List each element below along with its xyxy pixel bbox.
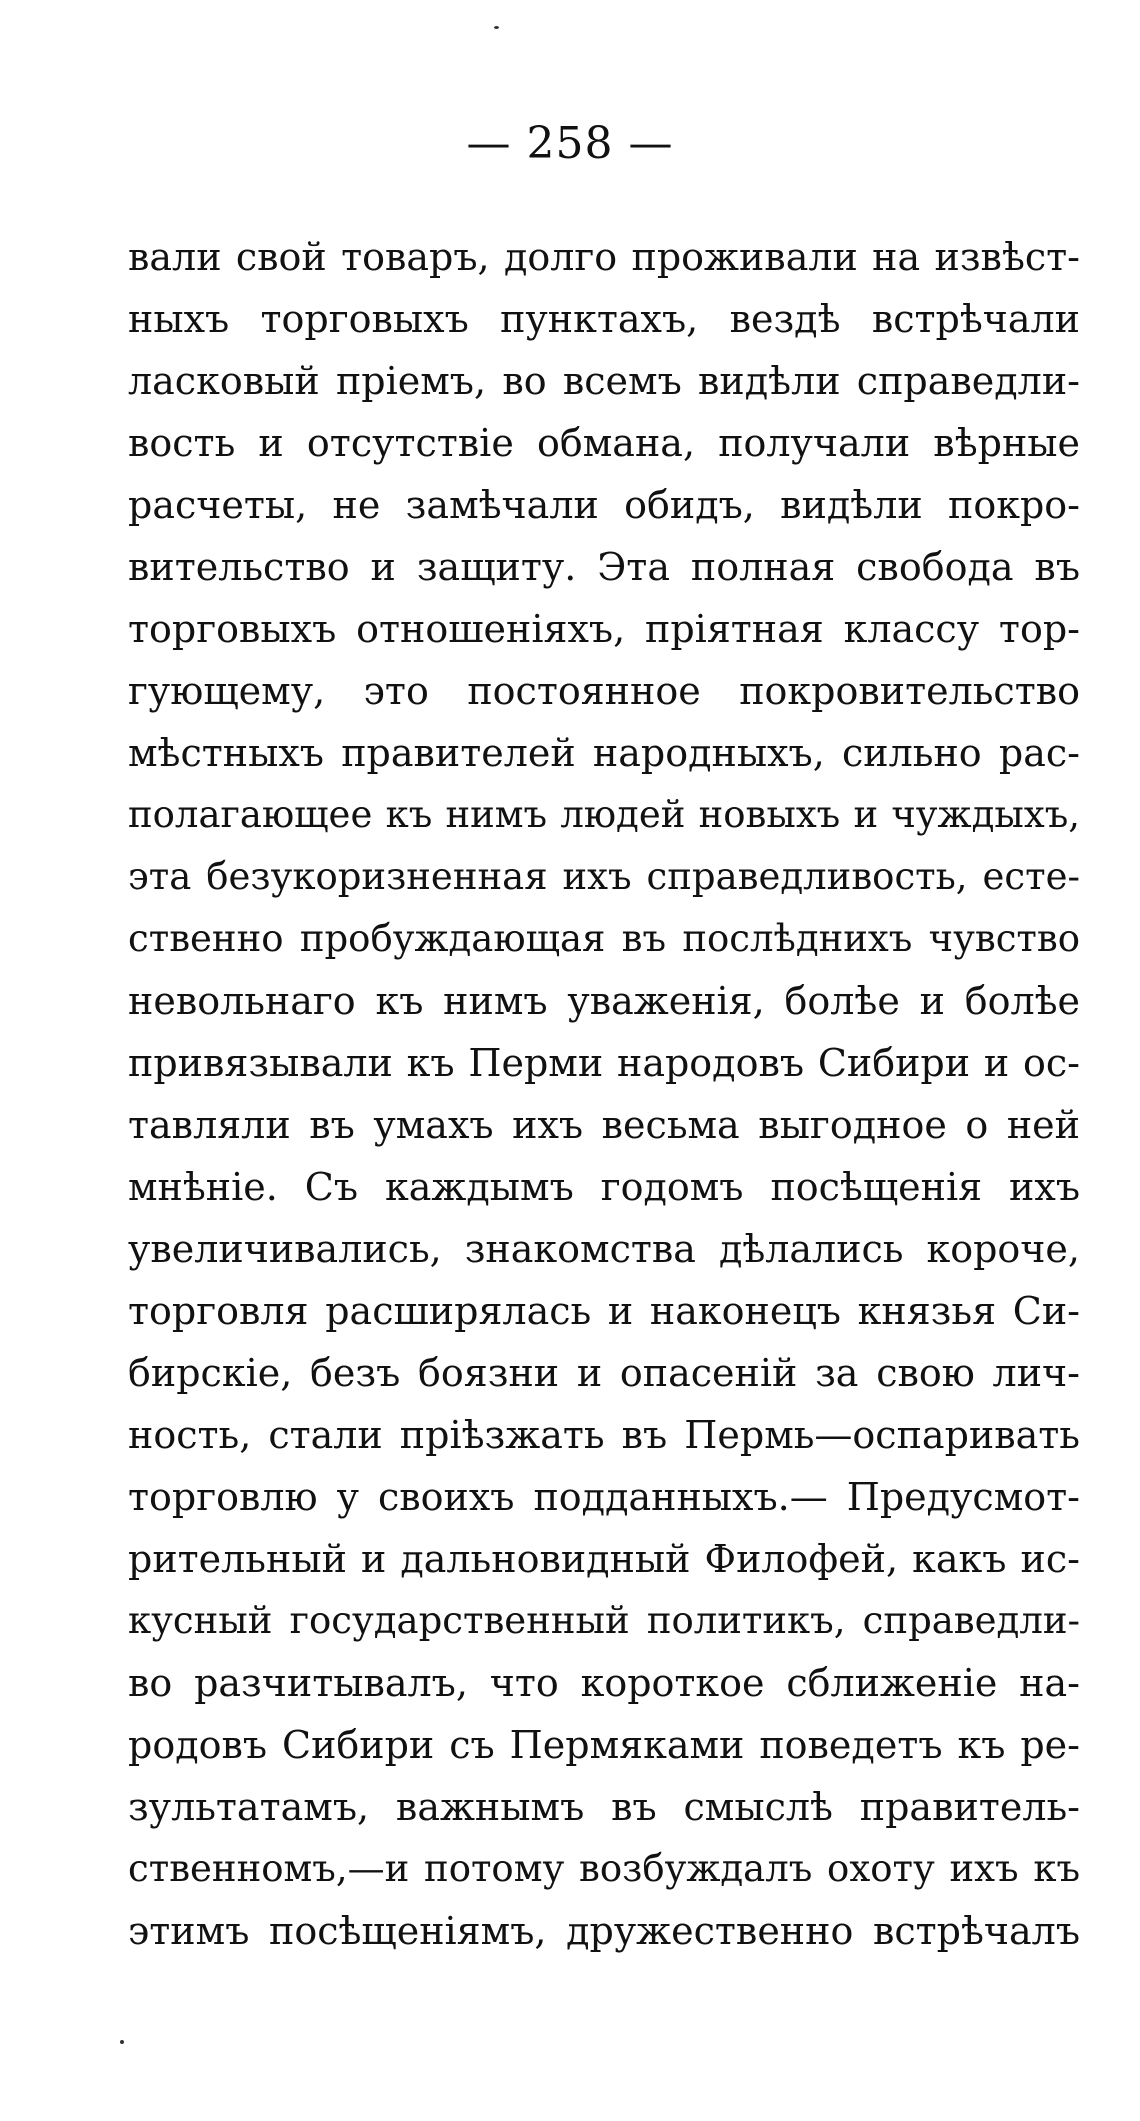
text-line: вительство и защиту. Эта полная свобода въ: [128, 545, 1080, 589]
text-line: вость и отсутствіе обмана, получали вѣрные: [128, 421, 1080, 465]
text-line: вали свой товаръ, долго проживали на извѣст-: [128, 235, 1080, 279]
text-line: привязывали къ Перми народовъ Сибири и ос-: [128, 1041, 1080, 1085]
text-line: полагающее къ нимъ людей новыхъ и чуждыхъ,: [128, 793, 1080, 836]
print-speck-bottom: [120, 2040, 124, 2044]
page-number: — 258 —: [466, 118, 674, 169]
text-line: ность, стали пріѣзжать въ Пермь—оспаривать: [128, 1413, 1080, 1457]
text-line: кусный государственный политикъ, справедли-: [128, 1599, 1080, 1642]
text-line: зультатамъ, важнымъ въ смыслѣ правитель-: [128, 1785, 1080, 1829]
text-line: ласковый пріемъ, во всемъ видѣли справедли-: [128, 359, 1080, 403]
text-line: ственно пробуждающая въ послѣднихъ чувство: [128, 917, 1080, 960]
body-text: [128, 226, 1080, 1962]
text-line: тавляли въ умахъ ихъ весьма выгодное о ней: [128, 1103, 1080, 1147]
text-line: торговля расширялась и наконецъ князья Си-: [128, 1289, 1080, 1333]
text-line: ныхъ торговыхъ пунктахъ, вездѣ встрѣчали: [128, 297, 1080, 341]
text-line: эта безукоризненная ихъ справедливость, есте-: [128, 855, 1080, 898]
text-line: торговлю у своихъ подданныхъ.— Предусмот-: [128, 1475, 1080, 1519]
text-line: гующему, это постоянное покровительство: [128, 669, 1080, 713]
text-line: родовъ Сибири съ Пермяками поведетъ къ ре-: [128, 1723, 1080, 1767]
text-line: этимъ посѣщеніямъ, дружественно встрѣчалъ: [128, 1909, 1080, 1953]
text-line: мѣстныхъ правителей народныхъ, сильно рас-: [128, 731, 1080, 775]
text-line: торговыхъ отношеніяхъ, пріятная классу тор-: [128, 607, 1080, 651]
text-line: мнѣніе. Съ каждымъ годомъ посѣщенія ихъ: [128, 1165, 1080, 1209]
print-speck-top: [494, 26, 499, 29]
text-line: расчеты, не замѣчали обидъ, видѣли покро-: [128, 483, 1080, 527]
text-line: увеличивались, знакомства дѣлались короче,: [128, 1227, 1080, 1271]
text-line: ственномъ,—и потому возбуждалъ охоту ихъ къ: [128, 1847, 1080, 1890]
text-line: рительный и дальновидный Филофей, какъ ис-: [128, 1537, 1080, 1581]
text-line: бирскіе, безъ боязни и опасеній за свою лич-: [128, 1351, 1080, 1395]
text-line: невольнаго къ нимъ уваженія, болѣе и болѣе: [128, 979, 1080, 1023]
text-line: во разчитывалъ, что короткое сближеніе на-: [128, 1661, 1080, 1705]
